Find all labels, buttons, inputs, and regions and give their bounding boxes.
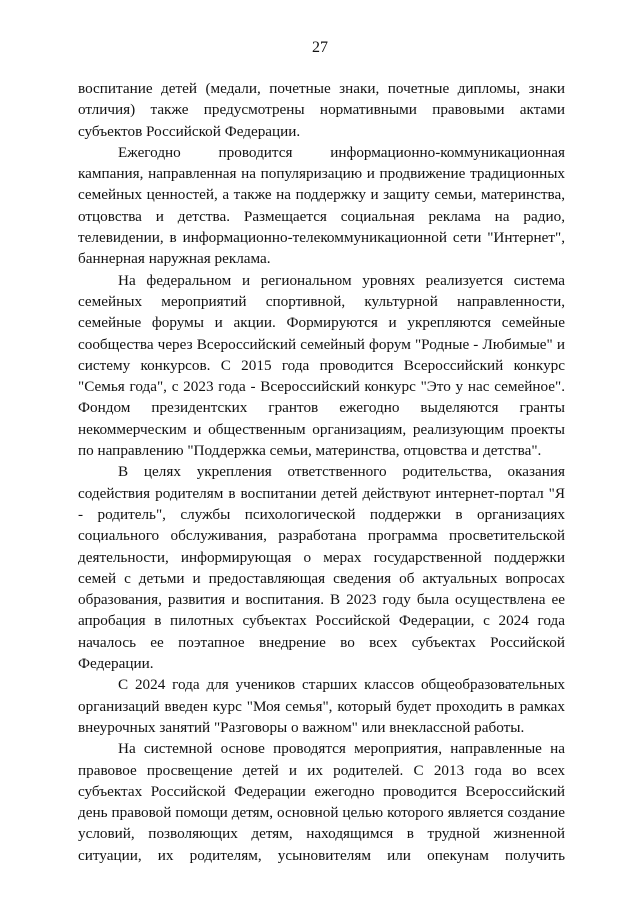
document-body	[78, 78, 565, 866]
paragraph-legal-education: На системной основе проводятся мероприятия, направленные на правовое просвещение детей и их родителей. С 2013 года во всех субъектах Российской Федерации ежегодно проводится Всероссийский день правовой помощи детям, основной целью которого является создание условий, позволяющих детям, находящимся в трудной жизненной ситуации, их родителям, усыновителям или опекунам получить	[78, 740, 565, 864]
paragraph-parenting-support: В целях укрепления ответственного родительства, оказания содействия родителям в воспитании детей действуют интернет-портал "Я - родитель", службы психологической поддержки в организациях социального обслуживания, разработана программа просветительской деятельности, информирующая о мерах государственной поддержки семей с детьми и предоставляющая сведения об актуальных вопросах образования, развития и воспитания. В 2023 году была осуществлена ее апробация в пилотных субъектах Российской Федерации, с 2024 года началось ее поэтапное внедрение во всех субъектах Российской Федерации.	[78, 463, 565, 673]
page-number: 27	[312, 39, 328, 56]
paragraph-info-campaign: Ежегодно проводится информационно-коммуникационная кампания, направленная на популяризацию и продвижение традиционных семейных ценностей, а также на поддержку и защиту семьи, материнства, отцовства и детства. Размещается социальная реклама на радио, телевидении, в информационно-телекоммуникационной сети "Интернет", баннерная наружная реклама.	[78, 143, 565, 268]
paragraph-my-family-course: С 2024 года для учеников старших классов общеобразовательных организаций введен курс "Моя семья", который будет проходить в рамках внеурочных занятий "Разговоры о важном" или внеклассной работы.	[78, 676, 565, 736]
paragraph-continuation: воспитание детей (медали, почетные знаки, почетные дипломы, знаки отличия) также предусмотрены нормативными правовыми актами субъектов Российской Федерации.	[78, 80, 565, 140]
paragraph-family-events: На федеральном и региональном уровнях реализуется система семейных мероприятий спортивной, культурной направленности, семейные форумы и акции. Формируются и укрепляются семейные сообщества через Всероссийский семейный форум "Родные - Любимые" и систему конкурсов. С 2015 года проводится Всероссийский конкурс "Семья года", с 2023 года - Всероссийский конкурс "Это у нас семейное". Фондом президентских грантов ежегодно выделяются гранты некоммерческим и общественным организациям, реализующим проекты по направлению "Поддержка семьи, материнства, отцовства и детства".	[78, 271, 565, 460]
